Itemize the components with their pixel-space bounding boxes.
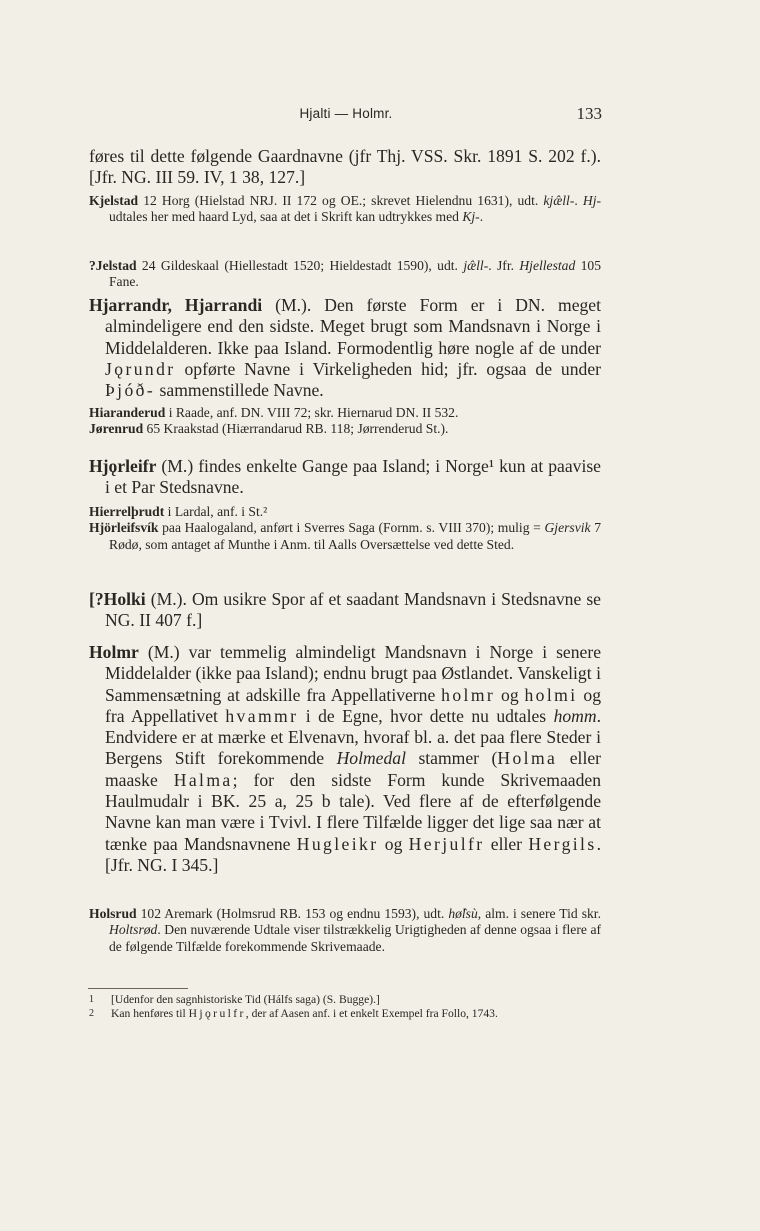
subentries-hjorleifr	[89, 504, 601, 553]
headword-hjarrandr: Hjarrandr, Hjarrandi	[89, 295, 263, 315]
entry-holki: [?Holki (M.). Om usikre Spor af et saadant Mandsnavn i Stedsnavne se NG. II 407 f.]	[89, 589, 601, 631]
entry-holsrud: Holsrud 102 Aremark (Holmsrud RB. 153 og endnu 1593), udt. hø̂lsù, alm. i senere Tid skr. Holtsrød. Den nuværende Udtale viser tilstrækkelig Urigtigheden af denne ogsaa i flere af de følgende Tilfælde forekommende Skrivemaade.	[89, 906, 601, 954]
headword-kjelstad: Kjelstad	[89, 193, 139, 208]
entry-jorenrud: Jørenrud 65 Kraakstad (Hiærrandarud RB. 118; Jørrenderud St.).	[89, 421, 449, 437]
footnotes	[89, 993, 601, 1021]
running-title: Hjalti — Holmr.	[299, 106, 393, 121]
intro-text: føres til dette følgende Gaardnavne (jfr Thj. VSS. Skr. 1891 S. 202 f.). [Jfr. NG. III 59. IV, 1 38, 127.]	[89, 146, 601, 188]
running-header	[90, 104, 602, 126]
page-number: 133	[576, 104, 602, 123]
entry-kjelstad: Kjelstad 12 Horg (Hielstad NRJ. II 172 og OE.; skrevet Hielendnu 1631), udt. kjæ̂ll-. Hj- udtales her med haard Lyd, saa at det i Skrift kan udtrykkes med Kj-.	[89, 193, 601, 225]
footnote-2: 2 Kan henføres til Hjǫrulfr, der af Aasen anf. i et enkelt Exempel fra Follo, 1743.	[89, 1007, 498, 1020]
headword-holsrud: Holsrud	[89, 906, 137, 921]
entry-hiaranderud: Hiaranderud i Raade, anf. DN. VIII 72; skr. Hiernarud DN. II 532.	[89, 405, 459, 420]
entry-hierrelbrudt: Hierrelþrudt i Lardal, anf. i St.²	[89, 504, 268, 519]
headword-hjorleifr: Hjǫrleifr	[89, 456, 157, 476]
subentries-hjarrandr	[89, 405, 601, 438]
entry-holmr: Holmr (M.) var temmelig almindeligt Mandsnavn i Norge i senere Middelalder (ikke paa Island); endnu brugt paa Østlandet. Vanskeligt i Sammensætning at adskille fra Appellativerne holmr og holmi og fra Appellativet hvammr i de Egne, hvor dette nu udtales homm. Endvidere er at mærke et Elvenavn, hvoraf bl. a. det paa flere Steder i Bergens Stift forekommende Holmedal stammer (Holma eller maaske Halma; for den sidste Form kunde Skrivemaaden Haulmudalr i BK. 25 a, 25 b tale). Ved flere af de efterfølgende Navne kan man være i Tvivl. I flere Tilfælde ligger det lige saa nær at tænke paa Mandsnavnene Hugleikr og Herjulfr eller Hergils. [Jfr. NG. I 345.]	[89, 642, 601, 875]
entry-hjorleifr: Hjǫrleifr (M.) findes enkelte Gange paa Island; i Norge¹ kun at paavise i et Par Stedsnavne.	[89, 456, 601, 498]
entry-hjorleifsvik: Hjörleifsvík paa Haalogaland, anført i Sverres Saga (Fornm. s. VIII 370); mulig = Gjersvik 7 Rødø, som antaget af Munthe i Anm. til Aalls Oversættelse ved dette Sted.	[89, 520, 601, 552]
entry-hjarrandr: Hjarrandr, Hjarrandi (M.). Den første Form er i DN. meget almindeligere end den sidste. Meget brugt som Mandsnavn i Norge i Middelalderen. Ikke paa Island. Formodentlig høre nogle af de under Jǫrundr opførte Navne i Virkeligheden hid; jfr. ogsaa de under Þjóð- sammenstillede Navne.	[89, 295, 602, 401]
intro-paragraph	[89, 146, 601, 189]
headword-holki: [?Holki	[89, 589, 146, 609]
entry-jelstad: ?Jelstad 24 Gildeskaal (Hiellestadt 1520; Hieldestadt 1590), udt. jæ̂ll-. Jfr. Hjellestad 105 Fane.	[89, 258, 601, 290]
headword-jelstad: ?Jelstad	[89, 258, 137, 273]
footnote-divider	[88, 988, 188, 989]
footnote-1: 1 [Udenfor den sagnhistoriske Tid (Hálfs saga) (S. Bugge).]	[89, 993, 380, 1006]
headword-holmr: Holmr	[89, 642, 139, 662]
